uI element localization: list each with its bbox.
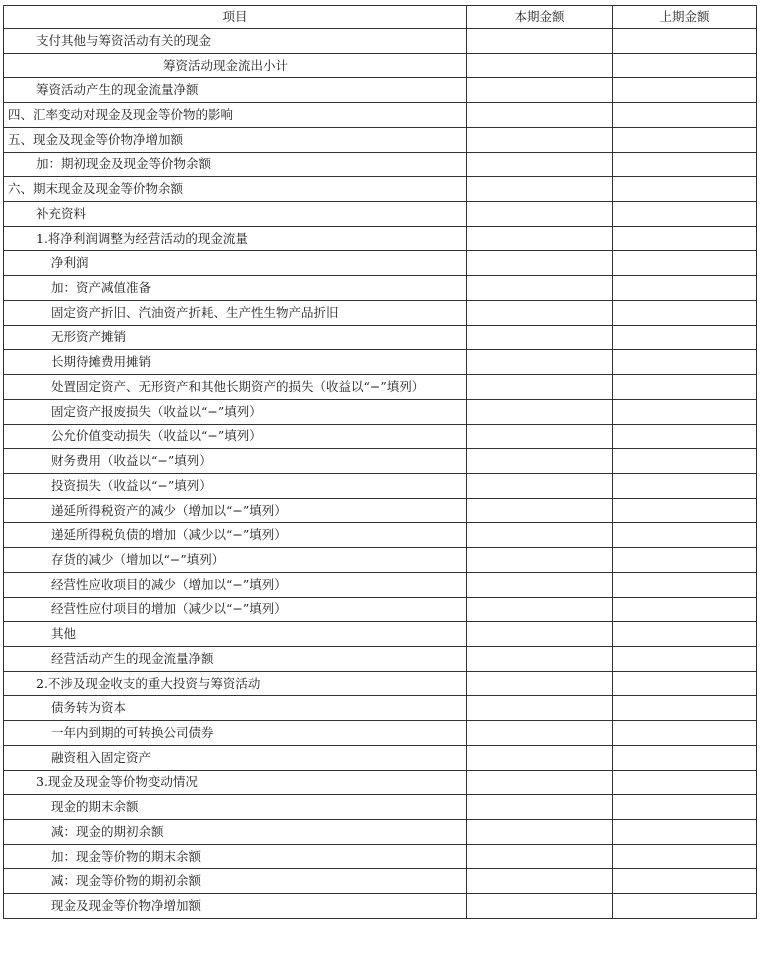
row-item-label: 债务转为资本: [4, 696, 467, 721]
row-previous-amount: [613, 820, 757, 845]
row-current-amount: [467, 696, 613, 721]
row-item-label: 五、现金及现金等价物净增加额: [4, 127, 467, 152]
row-previous-amount: [613, 202, 757, 227]
row-item-label: 无形资产摊销: [4, 325, 467, 350]
table-row: [4, 424, 757, 449]
row-current-amount: [467, 29, 613, 54]
row-item-label: 补充资料: [4, 202, 467, 227]
row-current-amount: [467, 399, 613, 424]
row-current-amount: [467, 770, 613, 795]
table-row: [4, 325, 757, 350]
table-row: [4, 523, 757, 548]
row-previous-amount: [613, 745, 757, 770]
row-previous-amount: [613, 622, 757, 647]
table-row: [4, 53, 757, 78]
row-item-label: 投资损失（收益以“−”填列）: [4, 473, 467, 498]
row-previous-amount: [613, 276, 757, 301]
row-item-label: 筹资活动产生的现金流量净额: [4, 78, 467, 103]
row-item-label: 加：资产减值准备: [4, 276, 467, 301]
row-previous-amount: [613, 350, 757, 375]
table-row: [4, 820, 757, 845]
header-item: 项目: [4, 6, 467, 29]
row-previous-amount: [613, 226, 757, 251]
row-current-amount: [467, 127, 613, 152]
row-previous-amount: [613, 53, 757, 78]
row-item-label: 六、期末现金及现金等价物余额: [4, 177, 467, 202]
table-row: [4, 276, 757, 301]
row-previous-amount: [613, 424, 757, 449]
table-row: [4, 894, 757, 919]
row-current-amount: [467, 424, 613, 449]
row-current-amount: [467, 449, 613, 474]
row-current-amount: [467, 375, 613, 400]
table-row: [4, 721, 757, 746]
row-previous-amount: [613, 869, 757, 894]
row-item-label: 递延所得税资产的减少（增加以“−”填列）: [4, 498, 467, 523]
table-row: [4, 770, 757, 795]
row-item-label: 四、汇率变动对现金及现金等价物的影响: [4, 103, 467, 128]
row-item-label: 固定资产折旧、汽油资产折耗、生产性生物产品折旧: [4, 300, 467, 325]
row-current-amount: [467, 251, 613, 276]
table-row: [4, 202, 757, 227]
table-row: [4, 177, 757, 202]
row-previous-amount: [613, 548, 757, 573]
row-current-amount: [467, 53, 613, 78]
table-row: [4, 572, 757, 597]
row-current-amount: [467, 473, 613, 498]
row-item-label: 减：现金等价物的期初余额: [4, 869, 467, 894]
row-previous-amount: [613, 177, 757, 202]
table-row: [4, 696, 757, 721]
row-previous-amount: [613, 375, 757, 400]
row-previous-amount: [613, 449, 757, 474]
table-row: [4, 251, 757, 276]
row-previous-amount: [613, 251, 757, 276]
row-previous-amount: [613, 103, 757, 128]
row-item-label: 固定资产报废损失（收益以“−”填列）: [4, 399, 467, 424]
table-row: [4, 375, 757, 400]
row-item-label: 财务费用（收益以“−”填列）: [4, 449, 467, 474]
row-current-amount: [467, 325, 613, 350]
table-row: [4, 869, 757, 894]
row-item-label: 经营性应付项目的增加（减少以“−”填列）: [4, 597, 467, 622]
table-row: [4, 78, 757, 103]
table-row: [4, 844, 757, 869]
row-current-amount: [467, 721, 613, 746]
table-row: [4, 300, 757, 325]
row-previous-amount: [613, 795, 757, 820]
row-previous-amount: [613, 29, 757, 54]
table-row: [4, 548, 757, 573]
row-item-label: 筹资活动现金流出小计: [4, 53, 467, 78]
row-previous-amount: [613, 646, 757, 671]
row-current-amount: [467, 523, 613, 548]
row-item-label: 经营性应收项目的减少（增加以“−”填列）: [4, 572, 467, 597]
header-current-amount: 本期金额: [467, 6, 613, 29]
row-current-amount: [467, 300, 613, 325]
row-item-label: 递延所得税负债的增加（减少以“−”填列）: [4, 523, 467, 548]
row-previous-amount: [613, 300, 757, 325]
row-item-label: 长期待摊费用摊销: [4, 350, 467, 375]
table-row: [4, 152, 757, 177]
row-current-amount: [467, 226, 613, 251]
table-row: [4, 597, 757, 622]
row-item-label: 支付其他与筹资活动有关的现金: [4, 29, 467, 54]
row-current-amount: [467, 498, 613, 523]
row-previous-amount: [613, 894, 757, 919]
row-previous-amount: [613, 78, 757, 103]
row-previous-amount: [613, 696, 757, 721]
row-current-amount: [467, 820, 613, 845]
row-previous-amount: [613, 671, 757, 696]
table-row: [4, 795, 757, 820]
row-item-label: 一年内到期的可转换公司债券: [4, 721, 467, 746]
row-item-label: 加：现金等价物的期末余额: [4, 844, 467, 869]
table-row: [4, 498, 757, 523]
table-body: [4, 29, 757, 919]
row-item-label: 其他: [4, 622, 467, 647]
row-previous-amount: [613, 597, 757, 622]
table-row: [4, 103, 757, 128]
table-row: [4, 29, 757, 54]
table-row: [4, 449, 757, 474]
row-previous-amount: [613, 325, 757, 350]
row-item-label: 现金及现金等价物净增加额: [4, 894, 467, 919]
row-current-amount: [467, 795, 613, 820]
row-previous-amount: [613, 572, 757, 597]
row-current-amount: [467, 869, 613, 894]
cash-flow-statement-table: [3, 5, 757, 919]
table-row: [4, 745, 757, 770]
table-row: [4, 399, 757, 424]
row-current-amount: [467, 745, 613, 770]
table-row: [4, 127, 757, 152]
row-previous-amount: [613, 770, 757, 795]
row-previous-amount: [613, 473, 757, 498]
header-row: [4, 6, 757, 29]
row-item-label: 公允价值变动损失（收益以“−”填列）: [4, 424, 467, 449]
row-previous-amount: [613, 498, 757, 523]
row-previous-amount: [613, 152, 757, 177]
row-item-label: 3.现金及现金等价物变动情况: [4, 770, 467, 795]
table-row: [4, 622, 757, 647]
row-current-amount: [467, 844, 613, 869]
row-current-amount: [467, 276, 613, 301]
row-previous-amount: [613, 844, 757, 869]
row-current-amount: [467, 202, 613, 227]
row-current-amount: [467, 103, 613, 128]
row-item-label: 减：现金的期初余额: [4, 820, 467, 845]
row-previous-amount: [613, 127, 757, 152]
row-previous-amount: [613, 399, 757, 424]
row-item-label: 经营活动产生的现金流量净额: [4, 646, 467, 671]
row-previous-amount: [613, 721, 757, 746]
row-item-label: 2.不涉及现金收支的重大投资与筹资活动: [4, 671, 467, 696]
row-current-amount: [467, 177, 613, 202]
header-previous-amount: 上期金额: [613, 6, 757, 29]
table-row: [4, 350, 757, 375]
row-item-label: 加：期初现金及现金等价物余额: [4, 152, 467, 177]
row-item-label: 处置固定资产、无形资产和其他长期资产的损失（收益以“−”填列）: [4, 375, 467, 400]
row-item-label: 存货的减少（增加以“−”填列）: [4, 548, 467, 573]
row-current-amount: [467, 597, 613, 622]
row-current-amount: [467, 572, 613, 597]
row-previous-amount: [613, 523, 757, 548]
row-item-label: 现金的期末余额: [4, 795, 467, 820]
row-item-label: 融资租入固定资产: [4, 745, 467, 770]
row-current-amount: [467, 548, 613, 573]
table-row: [4, 226, 757, 251]
table-row: [4, 473, 757, 498]
row-current-amount: [467, 671, 613, 696]
row-current-amount: [467, 78, 613, 103]
row-current-amount: [467, 894, 613, 919]
table-row: [4, 671, 757, 696]
row-current-amount: [467, 622, 613, 647]
row-current-amount: [467, 152, 613, 177]
row-current-amount: [467, 350, 613, 375]
row-current-amount: [467, 646, 613, 671]
row-item-label: 净利润: [4, 251, 467, 276]
table-row: [4, 646, 757, 671]
row-item-label: 1.将净利润调整为经营活动的现金流量: [4, 226, 467, 251]
